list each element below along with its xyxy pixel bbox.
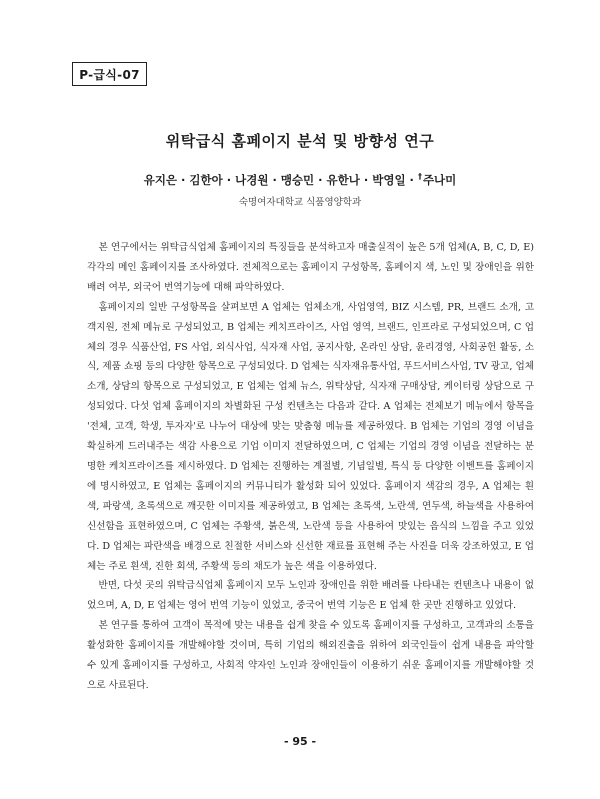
paragraph-accessibility: 반면, 다섯 곳의 위탁급식업체 홈페이지 모두 노인과 장애인을 위한 배려를 나타내는 컨텐츠나 내용이 없었으며, A, D, E 업체는 영어 번역 기능이 있었고, 중국어 번역 기능은 E 업체 한 곳만 진행하고 있었다. — [87, 580, 534, 612]
paragraph-composition: 홈페이지의 일반 구성항목을 살펴보면 A 업체는 업체소개, 사업영역, BIZ 시스템, PR, 브랜드 소개, 고객지원, 전체 메뉴로 구성되었고, B 업체는 케치프라이즈, 사업 영역, 브랜드, 인프라로 구성되었으며, C 업체의 경우 식품산업, FS 사업, 외식사업, 식자재 사업, 공지사항, 온라인 상담, 윤리경영, 사회공헌 활동, 소식, 제품 쇼핑 등의 다양한 항목으로 구성되었다. D 업체는 식자재유통사업, 푸드서비스사업, TV 광고, 업체 소개, 상담의 항목으로 구성되었고, E 업체는 업체 뉴스, 위탁상담, 식자재 구매상담, 케이터링 상담으로 구성되었다. 다섯 업체 홈페이지의 차별화된 구성 컨텐츠는 다음과 같다. A 업체는 전체보기 메뉴에서 항목을 '전체, 고객, 학생, 투자자'로 나누어 대상에 맞는 맞춤형 메뉴를 제공하였다. B 업체는 기업의 경영 이념을 확실하게 드러내주는 색감 사용으로 기업 이미지 전달하였으며, C 업체는 기업의 경영 이념을 전달하는 분명한 케치프라이즈를 제시하였다. D 업체는 진행하는 계절별, 기념일별, 특식 등 다양한 이벤트를 홈페이지에 명시하였고, E 업체는 홈페이지의 커뮤니티가 활성화 되어 있었다. 홈페이지 색감의 경우, A 업체는 흰색, 파랑색, 초록색으로 깨끗한 이미지를 제공하였고, B 업체는 초록색, 노란색, 연두색, 하늘색을 사용하여 신선함을 표현하였으며, C 업체는 주황색, 붉은색, 노란색 등을 사용하여 맛있는 음식의 느낌을 주고 있었다. D 업체는 파란색을 배경으로 친절한 서비스와 신선한 재료를 표현해 주는 사진을 더욱 강조하였고, E 업체는 주로 흰색, 진한 회색, 주황색 등의 채도가 높은 색을 이용하였다. — [87, 301, 534, 572]
author-list — [0, 172, 600, 188]
abstract-body — [87, 238, 534, 696]
corresponding-author-mark: † — [417, 172, 422, 181]
paragraph-intro: 본 연구에서는 위탁급식업체 홈페이지의 특징들을 분석하고자 매출실적이 높은 5개 업체(A, B, C, D, E) 각각의 메인 홈페이지를 조사하였다. 전체적으로는 홈페이지 구성항목, 홈페이지 색, 노인 및 장애인을 위한 배려 여부, 외국어 번역기능에 대해 파악하였다. — [87, 242, 534, 293]
paper-title: 위탁급식 홈페이지 분석 및 방향성 연구 — [165, 132, 435, 150]
corresponding-author-name: 주나미 — [422, 173, 457, 187]
affiliation: 숙명여자대학교 식품영양학과 — [238, 197, 362, 208]
page-number: - 95 - — [283, 735, 317, 748]
author-names: 유지은 · 김한아 · 나경원 · 맹승민 · 유한나 · 박영일 · — [143, 173, 418, 187]
session-code: P-급식-07 — [79, 67, 140, 82]
paragraph-conclusion: 본 연구를 통하여 고객이 목적에 맞는 내용을 쉽게 찾을 수 있도록 홈페이지를 구성하고, 고객과의 소통을 활성화한 홈페이지를 개발해야할 것이며, 특히 기업의 해외진출을 위하여 외국인들이 쉽게 내용을 파악할 수 있게 홈페이지를 구성하고, 사회적 약자인 노인과 장애인들이 이용하기 쉬운 홈페이지를 개발해야할 것으로 사료된다. — [87, 620, 534, 691]
session-code-box — [72, 62, 147, 86]
